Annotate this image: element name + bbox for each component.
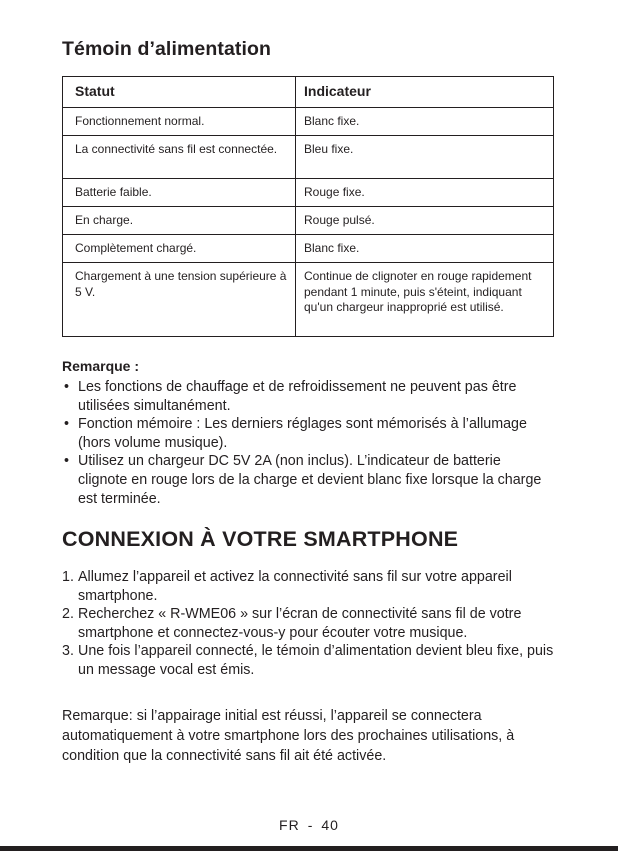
indicator-cell: Rouge pulsé. bbox=[296, 207, 554, 235]
remarks-block bbox=[62, 357, 552, 508]
status-cell: Chargement à une tension supérieure à 5 V. bbox=[63, 263, 296, 337]
status-cell: Fonctionnement normal. bbox=[63, 108, 296, 136]
remark-item: • Utilisez un chargeur DC 5V 2A (non inclus). L’indicateur de batterie clignote en rouge lors de la charge et devient blanc fixe lorsque la charge est terminée. bbox=[62, 452, 552, 508]
step-text: Recherchez « R-WME06 » sur l’écran de connectivité sans fil de votre smartphone et connectez-vous-y pour écouter votre musique. bbox=[78, 606, 522, 641]
step-number: 3. bbox=[62, 643, 74, 660]
remarks-title: Remarque : bbox=[62, 358, 140, 374]
step-item bbox=[62, 605, 554, 642]
power-indicator-table bbox=[62, 76, 554, 337]
connection-steps bbox=[62, 568, 554, 680]
status-cell: La connectivité sans fil est connectée. bbox=[63, 136, 296, 179]
table-row bbox=[63, 263, 554, 337]
step-number: 2. bbox=[62, 606, 74, 623]
status-cell: En charge. bbox=[63, 207, 296, 235]
connection-title: CONNEXION À VOTRE SMARTPHONE bbox=[62, 527, 459, 551]
indicator-cell: Continue de clignoter en rouge rapidement pendant 1 minute, puis s'éteint, indiquant qu'un chargeur inapproprié est utilisé. bbox=[296, 263, 554, 337]
status-cell: Complètement chargé. bbox=[63, 235, 296, 263]
table-row bbox=[63, 136, 554, 179]
table-row bbox=[63, 108, 554, 136]
power-indicator-title: Témoin d’alimentation bbox=[62, 38, 272, 60]
step-number: 1. bbox=[62, 569, 74, 585]
indicator-cell: Blanc fixe. bbox=[296, 235, 554, 263]
status-column-header: Statut bbox=[63, 77, 296, 108]
indicator-column-header: Indicateur bbox=[296, 77, 554, 108]
bottom-rule bbox=[0, 846, 618, 851]
page-footer bbox=[0, 817, 618, 833]
table-row bbox=[63, 235, 554, 263]
remark-item: • Les fonctions de chauffage et de refroidissement ne peuvent pas être utilisées simultanément. bbox=[62, 378, 552, 415]
status-cell: Batterie faible. bbox=[63, 179, 296, 207]
table-row bbox=[63, 179, 554, 207]
footer-language: FR bbox=[279, 817, 300, 833]
step-item bbox=[62, 568, 554, 605]
table-header-row bbox=[63, 77, 554, 108]
step-item bbox=[62, 642, 554, 679]
table-row bbox=[63, 207, 554, 235]
remark-item: • Fonction mémoire : Les derniers réglages sont mémorisés à l’allumage (hors volume musique). bbox=[62, 415, 552, 452]
remarks-list bbox=[62, 378, 552, 508]
indicator-cell: Rouge fixe. bbox=[296, 179, 554, 207]
page-number: 40 bbox=[321, 817, 339, 833]
footer-separator: - bbox=[307, 817, 314, 833]
pairing-note: Remarque: si l’appairage initial est réussi, l’appareil se connectera automatiquement à votre smartphone lors des prochaines utilisations, à condition que la connectivité sans fil ait été activée. bbox=[62, 708, 515, 764]
indicator-cell: Bleu fixe. bbox=[296, 136, 554, 179]
step-text: Allumez l’appareil et activez la connectivité sans fil sur votre appareil smartphone. bbox=[78, 569, 512, 604]
step-text: Une fois l’appareil connecté, le témoin d’alimentation devient bleu fixe, puis un message vocal est émis. bbox=[78, 643, 554, 678]
indicator-cell: Blanc fixe. bbox=[296, 108, 554, 136]
